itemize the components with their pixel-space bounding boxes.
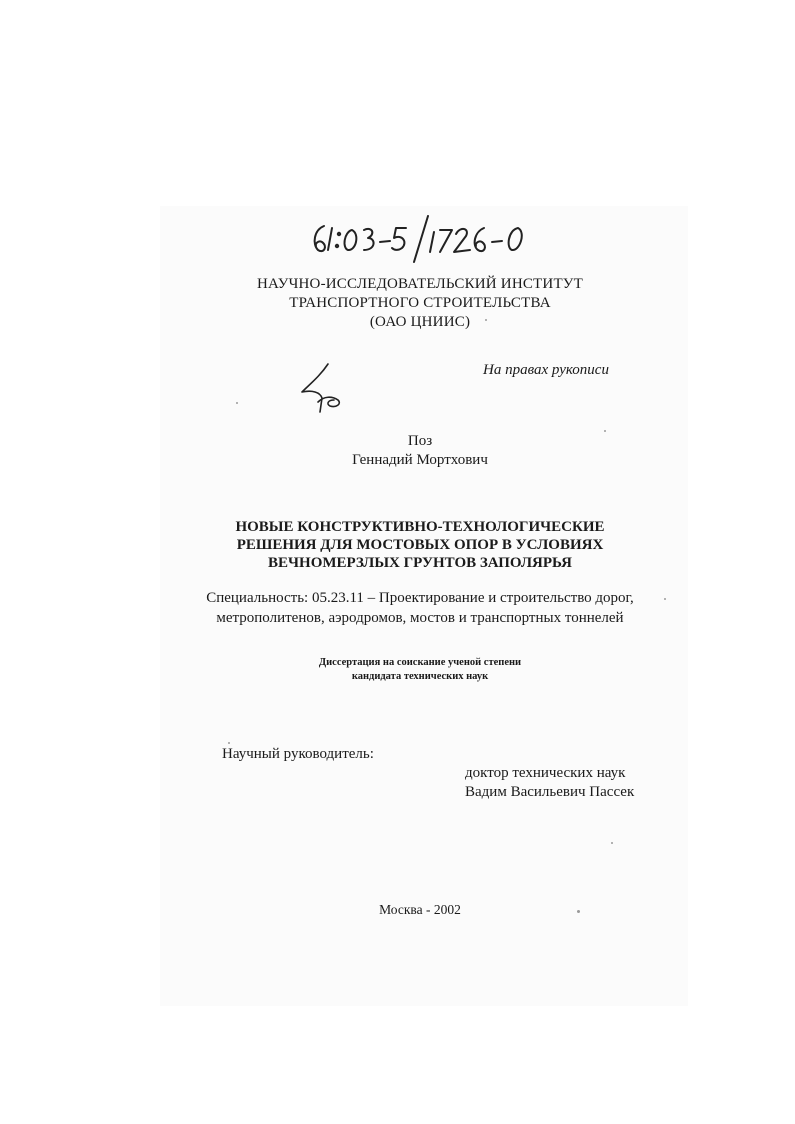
scan-speck (664, 598, 666, 600)
scan-speck (577, 910, 580, 913)
institute-abbreviation: (ОАО ЦНИИС) (369, 314, 471, 330)
city-and-year: Москва - 2002 (379, 902, 461, 917)
degree-line-2: кандидата технических наук (351, 671, 489, 682)
scan-speck (485, 319, 487, 321)
signature-mark (298, 362, 348, 418)
title-line-3: ВЕЧНОМЕРЗЛЫХ ГРУНТОВ ЗАПОЛЯРЬЯ (268, 555, 572, 571)
rights-note: На правах рукописи (483, 362, 609, 378)
specialty-block (180, 588, 660, 628)
scan-speck (228, 742, 230, 744)
specialty-line-1: Специальность: 05.23.11 – Проектирование и строительство дорог, (206, 590, 634, 606)
degree-statement (220, 656, 620, 684)
specialty-line-2: метрополитенов, аэродромов, мостов и транспортных тоннелей (216, 610, 624, 626)
institute-name-line-1: НАУЧНО-ИССЛЕДОВАТЕЛЬСКИЙ ИНСТИТУТ (257, 276, 583, 292)
institute-name-line-2: ТРАНСПОРТНОГО СТРОИТЕЛЬСТВА (289, 295, 551, 311)
title-line-2: РЕШЕНИЯ ДЛЯ МОСТОВЫХ ОПОР В УСЛОВИЯХ (236, 537, 604, 553)
scan-speck (611, 842, 613, 844)
supervisor-block (465, 764, 634, 802)
degree-line-1: Диссертация на соискание ученой степени (318, 657, 522, 668)
author-surname: Поз (407, 433, 433, 449)
dissertation-title (170, 518, 670, 572)
author-given-names: Геннадий Мортхович (352, 452, 488, 468)
supervisor-label: Научный руководитель: (222, 746, 374, 762)
handwritten-catalog-code (306, 214, 536, 264)
scan-speck (236, 402, 238, 404)
scan-speck (604, 430, 606, 432)
supervisor-name: Вадим Васильевич Пассек (465, 784, 635, 800)
supervisor-degree: доктор технических наук (465, 765, 626, 781)
title-line-1: НОВЫЕ КОНСТРУКТИВНО-ТЕХНОЛОГИЧЕСКИЕ (235, 519, 605, 535)
